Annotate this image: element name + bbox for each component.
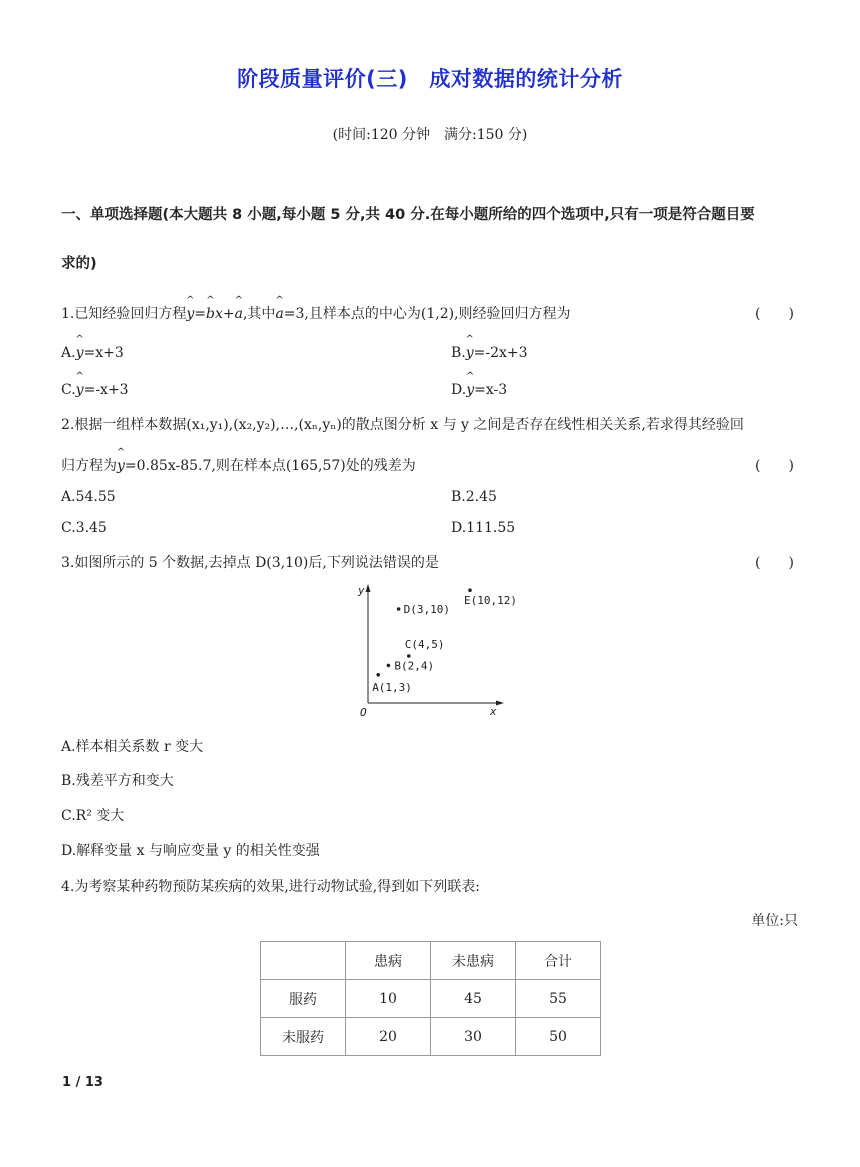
point-label-d: D(3,10) (403, 603, 450, 616)
q2-option-c: C.3.45 (61, 520, 107, 536)
scatter-figure (350, 578, 517, 720)
table-header-cell: 合计 (516, 942, 601, 980)
table-cell: 45 (431, 980, 516, 1018)
q1-option-a: A.^ y=x+3 (61, 345, 124, 361)
page-title: 阶段质量评价(三) 成对数据的统计分析 (237, 67, 623, 91)
q1-option-d: D.^ y=x-3 (451, 382, 507, 398)
q3-option-b: B.残差平方和变大 (61, 773, 174, 789)
x-axis-label: x (490, 705, 497, 718)
scatter-point-c (407, 654, 411, 658)
answer-bracket: ( ) (755, 555, 794, 571)
q2-option-b: B.2.45 (451, 489, 497, 505)
question-4-stem: 4.为考察某种药物预防某疾病的效果,进行动物试验,得到如下列联表: (61, 879, 480, 895)
table-header-cell: 患病 (346, 942, 431, 980)
table-cell (261, 942, 346, 980)
point-label-a: A(1,3) (372, 680, 412, 694)
question-2-stem: 2.根据一组样本数据(x₁,y₁),(x₂,y₂),…,(xₙ,yₙ)的散点图分析 x 与 y 之间是否存在线性相关关系,若求得其经验回 (61, 417, 744, 433)
scatter-points (372, 588, 517, 693)
scatter-point-e (468, 588, 472, 592)
table-unit: 单位:只 (751, 913, 798, 929)
table-header-cell: 未患病 (431, 942, 516, 980)
y-axis-arrow (366, 584, 371, 592)
q2-option-d: D.111.55 (451, 520, 516, 536)
answer-bracket: ( ) (755, 306, 794, 322)
point-label-e: E(10,12) (464, 594, 517, 608)
q1-option-c: C.^ y=-x+3 (61, 382, 129, 398)
section-heading: 一、单项选择题(本大题共 8 小题,每小题 5 分,共 40 分.在每小题所给的四个选项中,只有一项是符合题目要 (61, 207, 755, 223)
q3-option-c: C.R² 变大 (61, 808, 125, 824)
origin-label: O (360, 706, 367, 719)
q1-option-b: B.^ y=-2x+3 (451, 345, 528, 361)
section-heading-cont: 求的) (61, 256, 97, 272)
table-cell: 30 (431, 1018, 516, 1056)
scatter-point-d (397, 607, 401, 611)
table-cell: 55 (516, 980, 601, 1018)
table-cell: 20 (346, 1018, 431, 1056)
table-cell: 服药 (261, 980, 346, 1018)
point-label-c: C(4,5) (404, 638, 445, 651)
q3-option-a: A.样本相关系数 r 变大 (61, 739, 204, 755)
question-3-stem: 3.如图所示的 5 个数据,去掉点 D(3,10)后,下列说法错误的是 (61, 555, 439, 571)
exam-time-info: (时间:120 分钟 满分:150 分) (332, 127, 528, 143)
point-label-b: B(2,4) (394, 659, 435, 673)
page-number: 1 / 13 (62, 1075, 103, 1090)
question-2-stem-cont: 归方程为^ y=0.85x-85.7,则在样本点(165,57)处的残差为 (61, 455, 416, 475)
table-header-row (261, 942, 601, 980)
q2-option-a: A.54.55 (61, 489, 116, 505)
table-row (261, 1018, 601, 1056)
x-axis-arrow (496, 701, 504, 706)
question-1-stem: 1.已知经验回归方程^ y=^ bx+^ a,其中^ a=3,且样本点的中心为(1,2),则经验回归方程为 (61, 303, 571, 323)
y-axis-label: y (358, 584, 365, 597)
table-cell: 50 (516, 1018, 601, 1056)
q3-option-d: D.解释变量 x 与响应变量 y 的相关性变强 (61, 843, 320, 859)
scatter-point-a (376, 673, 380, 677)
contingency-table (260, 941, 601, 1056)
table-cell: 10 (346, 980, 431, 1018)
table-cell: 未服药 (261, 1018, 346, 1056)
answer-bracket: ( ) (755, 458, 794, 474)
table-row (261, 980, 601, 1018)
scatter-point-b (387, 664, 391, 668)
